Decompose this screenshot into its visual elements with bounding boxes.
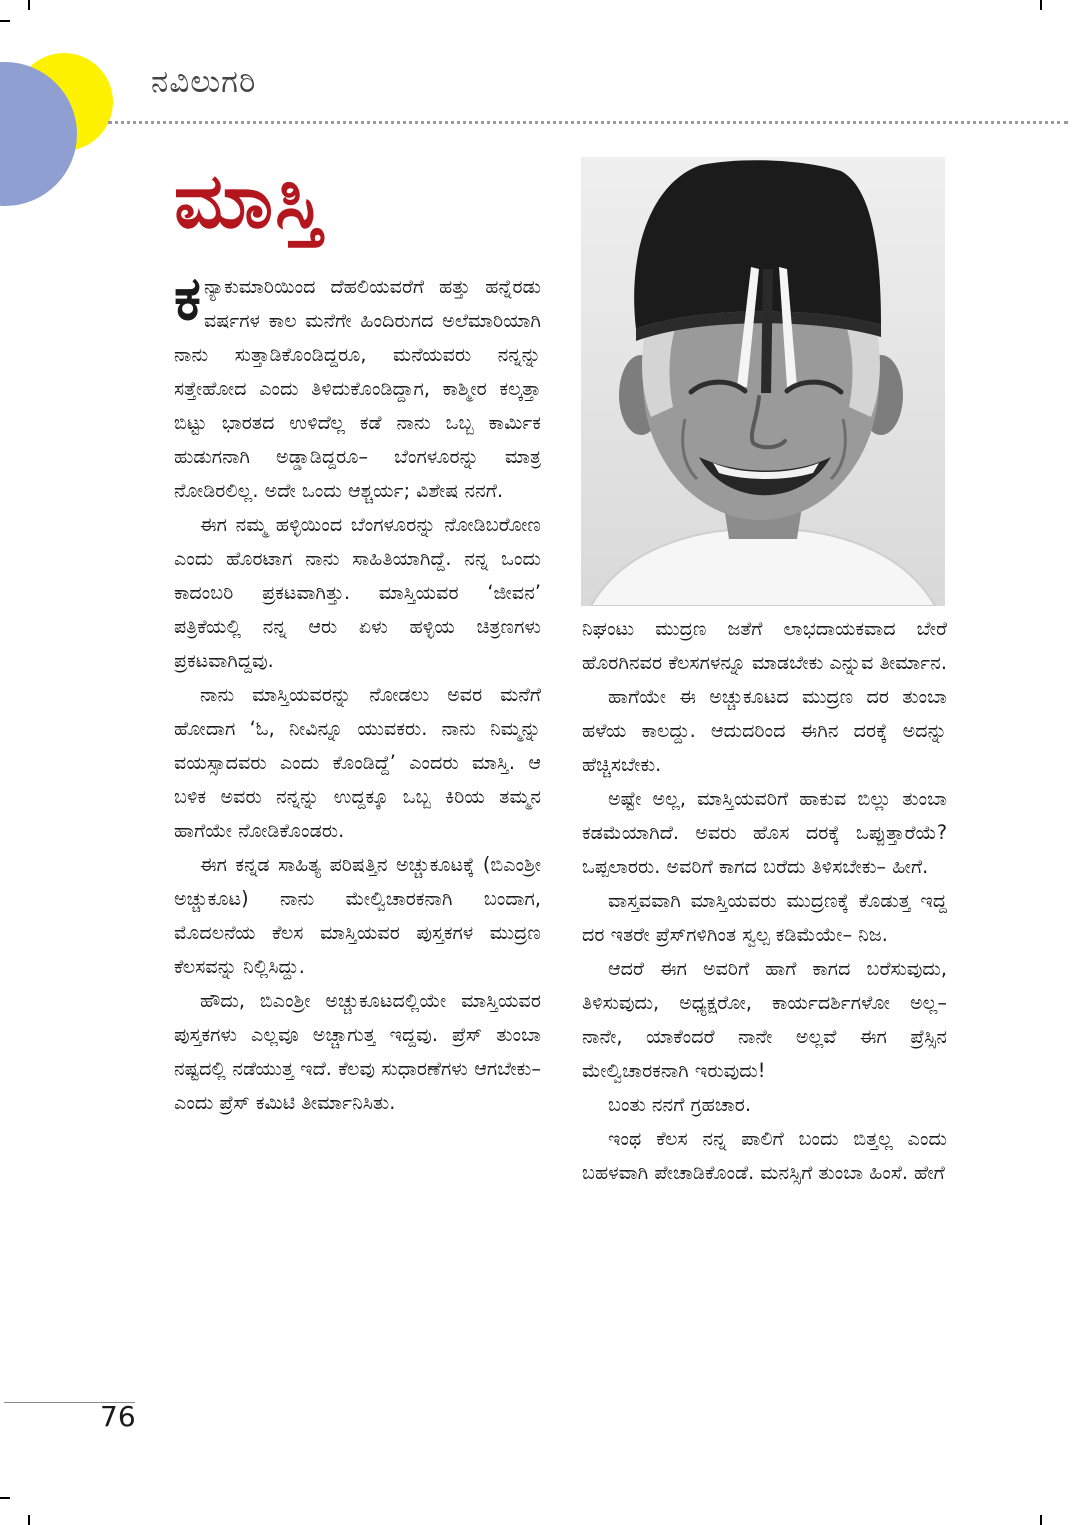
portrait-illustration xyxy=(581,157,945,606)
section-label: ನವಿಲುಗರಿ xyxy=(151,64,257,100)
header-dotted-rule xyxy=(108,121,1068,124)
article-paragraph: ನಾನು ಮಾಸ್ತಿಯವರನ್ನು ನೋಡಲು ಅವರ ಮನೆಗೆ ಹೋದಾಗ ‘ಓ, ನೀವಿನ್ನೂ ಯುವಕರು. ನಾನು ನಿಮ್ಮನ್ನು ವಯಸ್ಸಾದವರು ಎಂದು ಕೊಂಡಿದ್ದೆ’ ಎಂದರು ಮಾಸ್ತಿ. ಆ ಬಳಿಕ ಅವರು ನನ್ನನ್ನು ಉದ್ದಕ್ಕೂ ಒಬ್ಬ ಕಿರಿಯ ತಮ್ಮನ ಹಾಗೆಯೇ ನೋಡಿಕೊಂಡರು. xyxy=(174,683,541,842)
article-paragraph: ನಿಘಂಟು ಮುದ್ರಣ ಜತೆಗೆ ಲಾಭದಾಯಕವಾದ ಬೇರೆ ಹೊರಗಿನವರ ಕೆಲಸಗಳನ್ನೂ ಮಾಡಬೇಕು ಎನ್ನುವ ತೀರ್ಮಾನ. xyxy=(582,617,947,674)
article-paragraph: ಈಗ ನಮ್ಮ ಹಳ್ಳಿಯಿಂದ ಬೆಂಗಳೂರನ್ನು ನೋಡಿಬರೋಣ ಎಂದು ಹೊರಟಾಗ ನಾನು ಸಾಹಿತಿಯಾಗಿದ್ದೆ. ನನ್ನ ಒಂದು ಕಾದಂಬರಿ ಪ್ರಕಟವಾಗಿತ್ತು. ಮಾಸ್ತಿಯವರ ‘ಜೀವನ’ ಪತ್ರಿಕೆಯಲ್ಲಿ ನನ್ನ ಆರು ಏಳು ಹಳ್ಳಿಯ ಚಿತ್ರಣಗಳು ಪ್ರಕಟವಾಗಿದ್ದವು. xyxy=(174,513,541,672)
portrait-photo xyxy=(581,157,945,606)
crop-mark xyxy=(28,0,30,10)
article-paragraph: ಇಂಥ ಕೆಲಸ ನನ್ನ ಪಾಲಿಗೆ ಬಂದು ಬಿತ್ತಲ್ಲ ಎಂದು ಬಹಳವಾಗಿ ಪೇಚಾಡಿಕೊಂಡೆ. ಮನಸ್ಸಿಗೆ ತುಂಬಾ ಹಿಂಸೆ. ಹೇಗೆ xyxy=(582,1127,947,1184)
crop-mark xyxy=(0,20,10,22)
crop-mark xyxy=(0,1497,10,1499)
crop-mark xyxy=(1040,0,1042,10)
paragraph-text: ನ್ಯಾಕುಮಾರಿಯಿಂದ ದೆಹಲಿಯವರೆಗೆ ಹತ್ತು ಹನ್ನೆರಡು ವರ್ಷಗಳ ಕಾಲ ಮನೆಗೇ ಹಿಂದಿರುಗದ ಅಲೆಮಾರಿಯಾಗಿ ನಾನು ಸುತ್ತಾಡಿಕೊಂಡಿದ್ದರೂ, ಮನೆಯವರು ನನ್ನನ್ನು ಸತ್ತೇಹೋದ ಎಂದು ತಿಳಿದುಕೊಂಡಿದ್ದಾಗ, ಕಾಶ್ಮೀರ ಕಲ್ಕತ್ತಾ ಬಿಟ್ಟು ಭಾರತದ ಉಳಿದೆಲ್ಲ ಕಡೆ ನಾನು ಒಬ್ಬ ಕಾರ್ಮಿಕ ಹುಡುಗನಾಗಿ ಅಡ್ಡಾಡಿದ್ದರೂ– ಬೆಂಗಳೂರನ್ನು ಮಾತ್ರ ನೋಡಿರಲಿಲ್ಲ. ಅದೇ ಒಂದು ಆಶ್ಚರ್ಯ; ವಿಶೇಷ ನನಗೆ. xyxy=(174,275,541,502)
article-paragraph: ಹೌದು, ಬಿಎಂಶ್ರೀ ಅಚ್ಚುಕೂಟದಲ್ಲಿಯೇ ಮಾಸ್ತಿಯವರ ಪುಸ್ತಕಗಳು ಎಲ್ಲವೂ ಅಚ್ಚಾಗುತ್ತ ಇದ್ದವು. ಪ್ರೆಸ್ ತುಂಬಾ ನಷ್ಟದಲ್ಲಿ ನಡೆಯುತ್ತ ಇದೆ. ಕೆಲವು ಸುಧಾರಣೆಗಳು ಆಗಬೇಕು– ಎಂದು ಪ್ರೆಸ್ ಕಮಿಟಿ ತೀರ್ಮಾನಿಸಿತು. xyxy=(174,989,541,1114)
article-paragraph: ಬಂತು ನನಗೆ ಗ್ರಹಚಾರ. xyxy=(608,1093,752,1116)
crop-mark xyxy=(28,1515,30,1525)
article-title: ಮಾಸ್ತಿ xyxy=(174,156,324,245)
page-number: 76 xyxy=(100,1400,136,1433)
crop-mark xyxy=(1040,1515,1042,1525)
article-column-left xyxy=(174,264,541,1120)
article-column-right xyxy=(582,612,947,1190)
article-paragraph: ಆದರೆ ಈಗ ಅವರಿಗೆ ಹಾಗೆ ಕಾಗದ ಬರೆಸುವುದು, ತಿಳಿಸುವುದು, ಅಧ್ಯಕ್ಷರೋ, ಕಾರ್ಯದರ್ಶಿಗಳೋ ಅಲ್ಲ– ನಾನೇ, ಯಾಕೆಂದರೆ ನಾನೇ ಅಲ್ಲವೆ ಈಗ ಪ್ರೆಸ್ಸಿನ ಮೇಲ್ವಿಚಾರಕನಾಗಿ ಇರುವುದು! xyxy=(582,957,947,1082)
article-paragraph: ಹಾಗೆಯೇ ಈ ಅಚ್ಚುಕೂಟದ ಮುದ್ರಣ ದರ ತುಂಬಾ ಹಳೆಯ ಕಾಲದ್ದು. ಆದುದರಿಂದ ಈಗಿನ ದರಕ್ಕೆ ಅದನ್ನು ಹೆಚ್ಚಿಸಬೇಕು. xyxy=(582,685,947,776)
article-paragraph: ಈಗ ಕನ್ನಡ ಸಾಹಿತ್ಯ ಪರಿಷತ್ತಿನ ಅಚ್ಚುಕೂಟಕ್ಕೆ (ಬಿಎಂಶ್ರೀ ಅಚ್ಚುಕೂಟ) ನಾನು ಮೇಲ್ವಿಚಾರಕನಾಗಿ ಬಂದಾಗ, ಮೊದಲನೆಯ ಕೆಲಸ ಮಾಸ್ತಿಯವರ ಪುಸ್ತಕಗಳ ಮುದ್ರಣ ಕೆಲಸವನ್ನು ನಿಲ್ಲಿಸಿದ್ದು. xyxy=(174,853,541,978)
drop-cap: ಕ xyxy=(174,264,201,334)
article-paragraph xyxy=(174,264,541,508)
article-paragraph: ಅಷ್ಟೇ ಅಲ್ಲ, ಮಾಸ್ತಿಯವರಿಗೆ ಹಾಕುವ ಬಿಲ್ಲು ತುಂಬಾ ಕಡಮೆಯಾಗಿದೆ. ಅವರು ಹೊಸ ದರಕ್ಕೆ ಒಪ್ಪುತ್ತಾರೆಯೆ? ಒಪ್ಪಲಾರರು. ಅವರಿಗೆ ಕಾಗದ ಬರೆದು ತಿಳಿಸಬೇಕು– ಹೀಗೆ. xyxy=(582,787,947,878)
article-paragraph: ವಾಸ್ತವವಾಗಿ ಮಾಸ್ತಿಯವರು ಮುದ್ರಣಕ್ಕೆ ಕೊಡುತ್ತ ಇದ್ದ ದರ ಇತರೇ ಪ್ರೆಸ್‌ಗಳಿಗಿಂತ ಸ್ವಲ್ಪ ಕಡಿಮೆಯೇ– ನಿಜ. xyxy=(582,889,947,946)
